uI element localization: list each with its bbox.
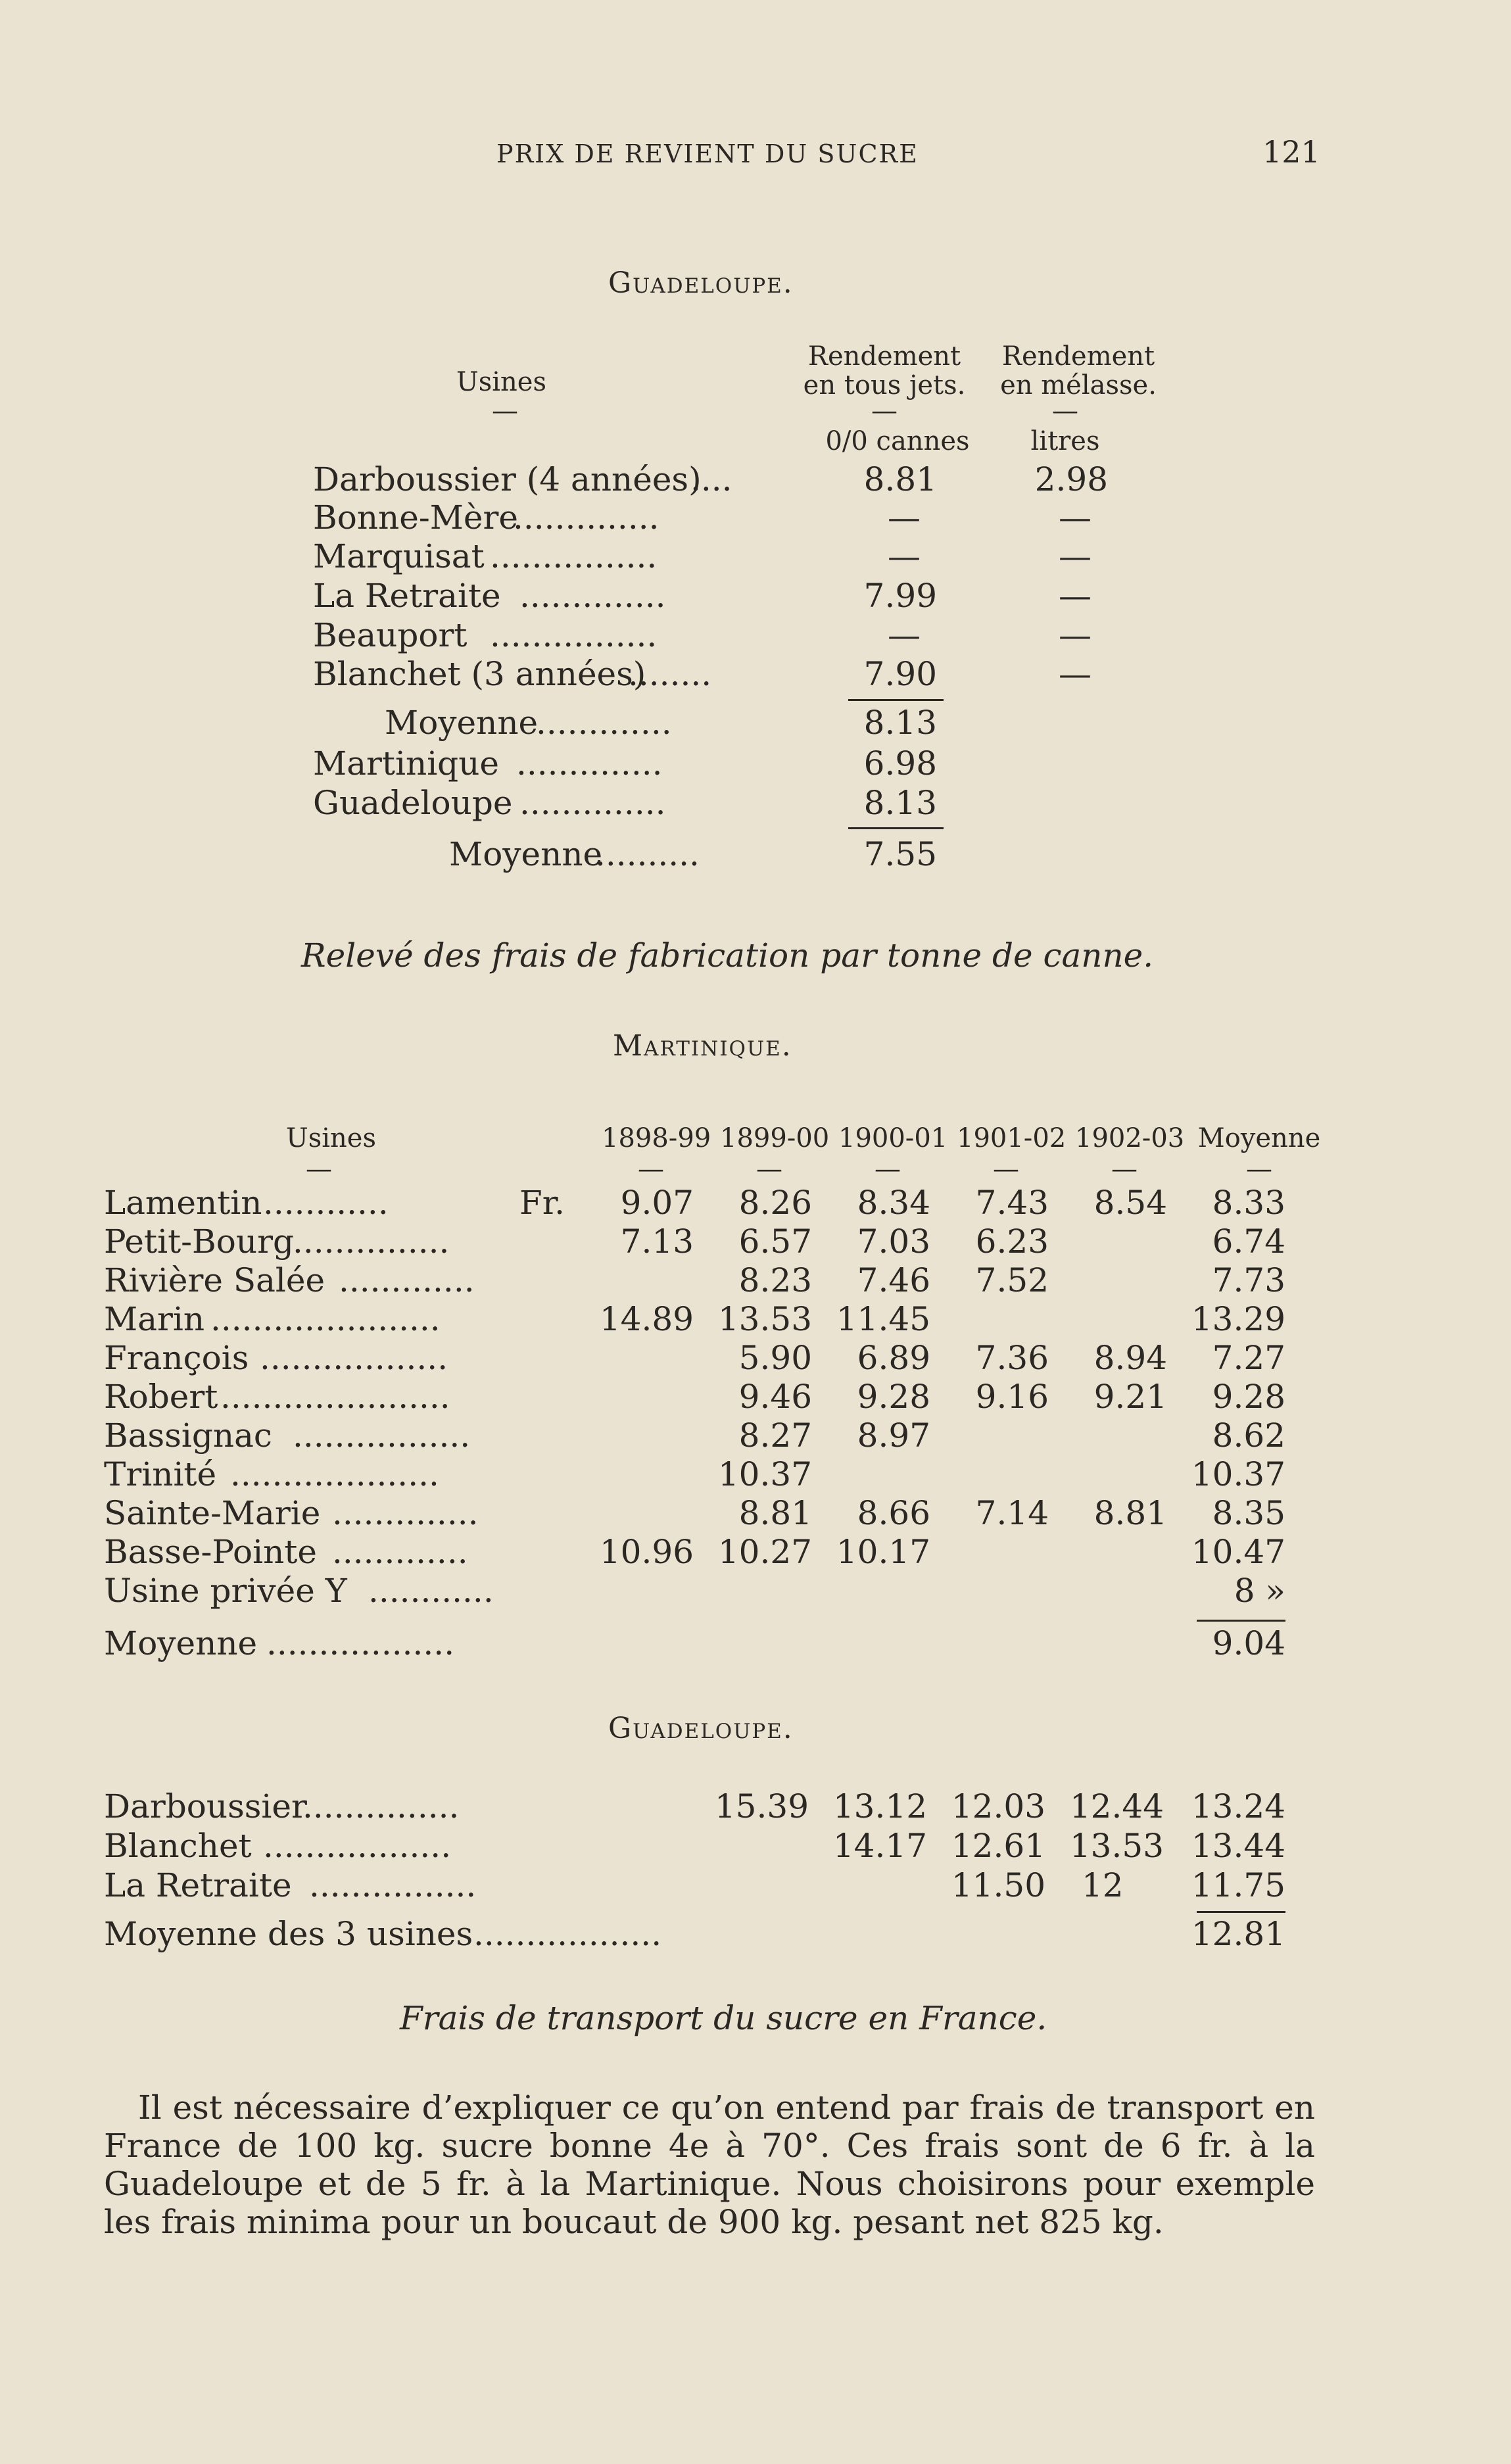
col-header-line: en tous jets. (803, 370, 966, 400)
leader-dots: .............. (519, 784, 666, 822)
cost-value: 8.54 (1093, 1184, 1167, 1222)
usine-name: La Retraite (104, 1866, 292, 1904)
cost-value: 11.45 (836, 1300, 930, 1338)
leader-dots: ...................... (220, 1378, 450, 1416)
cost-value: 7.14 (975, 1494, 1049, 1532)
usine-name: Lamentin (104, 1184, 262, 1222)
cost-value: 12.03 (951, 1787, 1045, 1825)
col-header-line: Rendement (1001, 341, 1155, 372)
cost-value: 8.66 (857, 1494, 930, 1532)
leader-dots: .... (690, 460, 732, 498)
leader-dots: ................ (490, 616, 658, 654)
cost-value: 10.37 (1191, 1455, 1285, 1493)
sum-rule (1197, 1620, 1285, 1622)
usine-name: Marquisat (313, 537, 485, 575)
cost-value: 8.23 (738, 1261, 812, 1299)
usine-name: La Retraite (313, 577, 501, 615)
col-header-line: en mélasse. (1000, 370, 1157, 400)
cost-value: 6.74 (1212, 1222, 1285, 1261)
cost-value: 15.39 (714, 1787, 809, 1825)
cost-value: 9.16 (975, 1378, 1049, 1416)
body-paragraph: Il est nécessaire d’expliquer ce qu’on entend par frais de transport en France de 100 kg. sucre bonne 4e à 70°. Ces frais sont de 6 fr. à la Guadeloupe et de 5 fr. à la Martinique. Nous choisirons pour exemple les frais minima pour un boucaut de 900 kg. pesant net 825 kg. (104, 2089, 1315, 2241)
guadeloupe-value: 8.13 (863, 784, 937, 822)
moyenne-value: 12.81 (1191, 1915, 1285, 1953)
unit-litres: litres (1030, 426, 1100, 456)
cost-value: 10.27 (717, 1533, 812, 1571)
leader-dots: ................ (490, 537, 658, 575)
usine-name: Robert (104, 1378, 218, 1416)
moyenne-value: 9.04 (1212, 1624, 1285, 1662)
col-header-usines: Usines (456, 367, 546, 397)
dash: — (492, 396, 518, 426)
cost-value: 10.47 (1191, 1533, 1285, 1571)
moyenne-value: 7.55 (863, 835, 937, 873)
usine-name: Beauport (313, 616, 468, 654)
leader-dots: ............. (536, 704, 672, 742)
cost-value: 13.12 (832, 1787, 927, 1825)
cost-value: 12 (1082, 1866, 1124, 1904)
cost-value: 7.46 (857, 1261, 930, 1299)
melasse-value: — (1059, 616, 1091, 654)
cost-value: 7.36 (975, 1339, 1049, 1377)
section-title-martinique: Martinique. (613, 1029, 792, 1063)
col-header-rendement-melasse (986, 342, 1170, 400)
usine-name: Petit-Bourg (104, 1222, 295, 1261)
usine-name: Basse-Pointe (104, 1533, 317, 1571)
cost-value: 12.44 (1069, 1787, 1164, 1825)
cost-value: 6.23 (975, 1222, 1049, 1261)
cost-value: 8.26 (738, 1184, 812, 1222)
sum-rule (848, 699, 944, 701)
dash: — (756, 1154, 782, 1184)
col-header-usines: Usines (286, 1123, 376, 1153)
leader-dots: ............ (368, 1572, 494, 1610)
cost-value: 11.50 (951, 1866, 1045, 1904)
cost-value: 9.21 (1093, 1378, 1167, 1416)
year-header: 1902-03 (1075, 1123, 1185, 1153)
melasse-value: — (1059, 655, 1091, 693)
leader-dots: ...................... (210, 1300, 441, 1338)
usine-name: Darboussier (4 années) (313, 460, 702, 498)
leader-dots: ............... (302, 1787, 460, 1825)
usine-name: Usine privée Y (104, 1572, 347, 1610)
year-header: 1899-00 (720, 1123, 830, 1153)
sum-rule (1197, 1911, 1285, 1913)
usine-name: Marin (104, 1300, 205, 1338)
usine-name: Bonne-Mère (313, 498, 519, 537)
cost-value: 9.28 (857, 1378, 930, 1416)
usine-name: François (104, 1339, 249, 1377)
leader-dots: .............. (513, 498, 660, 537)
cost-value: 9.28 (1212, 1378, 1285, 1416)
leader-dots: .................... (230, 1455, 439, 1493)
dash: — (306, 1154, 332, 1184)
cost-value: 5.90 (738, 1339, 812, 1377)
moyenne-label: Moyenne (104, 1624, 258, 1662)
cost-value: 8.94 (1093, 1339, 1167, 1377)
leader-dots: .............. (519, 577, 666, 615)
cost-value: 8.97 (857, 1416, 930, 1455)
section-title-guadeloupe-yield: Guadeloupe. (608, 266, 794, 300)
usine-name: Rivière Salée (104, 1261, 325, 1299)
usine-name: Bassignac (104, 1416, 272, 1455)
cost-value: 8.81 (738, 1494, 812, 1532)
year-header: 1901-02 (957, 1123, 1067, 1153)
cost-value: 13.44 (1191, 1827, 1285, 1865)
section-title-guadeloupe-costs: Guadeloupe. (608, 1712, 794, 1745)
leader-dots: .................. (263, 1827, 452, 1865)
cost-value: 11.75 (1191, 1866, 1285, 1904)
cost-value: 8.33 (1212, 1184, 1285, 1222)
transport-title: Frais de transport du sucre en France. (400, 1999, 1047, 2037)
cost-value: 7.03 (857, 1222, 930, 1261)
cost-value: 8 » (1234, 1572, 1285, 1610)
leader-dots: ................ (309, 1866, 477, 1904)
unit-cannes: 0/0 cannes (825, 426, 970, 456)
leader-dots: ........ (628, 655, 712, 693)
cost-value: 8.34 (857, 1184, 930, 1222)
cost-value: 6.57 (738, 1222, 812, 1261)
year-header: 1900-01 (838, 1123, 948, 1153)
cost-value: 7.73 (1212, 1261, 1285, 1299)
leader-dots: .................. (260, 1339, 448, 1377)
year-header: Moyenne (1197, 1123, 1321, 1153)
cost-value: 13.53 (1069, 1827, 1164, 1865)
cost-value: 14.17 (832, 1827, 927, 1865)
rendement-value: 7.99 (863, 577, 937, 615)
cost-value: 8.27 (738, 1416, 812, 1455)
rendement-value: — (888, 498, 921, 537)
cost-value: 13.53 (717, 1300, 812, 1338)
releve-title: Relevé des frais de fabrication par tonne de canne. (301, 936, 1154, 975)
martinique-value: 6.98 (863, 744, 937, 783)
cost-value: 10.37 (717, 1455, 812, 1493)
leader-dots: .................. (266, 1624, 455, 1662)
dash: — (1246, 1154, 1272, 1184)
leader-dots: ............. (339, 1261, 475, 1299)
melasse-value: 2.98 (1034, 460, 1108, 498)
leader-dots: .......... (595, 835, 700, 873)
cost-value: 12.61 (951, 1827, 1045, 1865)
cost-value: 7.13 (620, 1222, 694, 1261)
cost-value: 13.24 (1191, 1787, 1285, 1825)
dash: — (875, 1154, 901, 1184)
moyenne-label: Moyenne (385, 704, 539, 742)
melasse-value: — (1059, 577, 1091, 615)
leader-dots: .............. (516, 744, 663, 783)
moyenne-value: 8.13 (863, 704, 937, 742)
leader-dots: .............. (332, 1494, 479, 1532)
leader-dots: ............. (332, 1533, 468, 1571)
dash: — (1052, 396, 1078, 426)
rendement-value: — (888, 616, 921, 654)
cost-value: 7.27 (1212, 1339, 1285, 1377)
cost-value: 7.43 (975, 1184, 1049, 1222)
rendement-value: 7.90 (863, 655, 937, 693)
dash: — (993, 1154, 1019, 1184)
year-header: 1898-99 (602, 1123, 711, 1153)
dash: — (638, 1154, 664, 1184)
cost-value: 10.17 (836, 1533, 930, 1571)
dash: — (871, 396, 898, 426)
melasse-value: — (1059, 498, 1091, 537)
cost-value: 14.89 (599, 1300, 694, 1338)
running-title: PRIX DE REVIENT DU SUCRE (496, 139, 919, 168)
currency-label: Fr. (519, 1184, 565, 1222)
cost-value: 9.46 (738, 1378, 812, 1416)
moyenne-label: Moyenne (449, 835, 603, 873)
cost-value: 8.35 (1212, 1494, 1285, 1532)
page-number: 121 (1262, 134, 1320, 170)
usine-name: Darboussier (104, 1787, 307, 1825)
leader-dots: ................. (293, 1416, 471, 1455)
col-header-line: Rendement (807, 341, 961, 372)
cost-value: 10.96 (599, 1533, 694, 1571)
guadeloupe-label: Guadeloupe (313, 784, 513, 822)
col-header-rendement-tous-jets (799, 342, 970, 400)
cost-value: 7.52 (975, 1261, 1049, 1299)
usine-name: Blanchet (104, 1827, 252, 1865)
martinique-label: Martinique (313, 744, 499, 783)
cost-value: 6.89 (857, 1339, 930, 1377)
melasse-value: — (1059, 537, 1091, 575)
leader-dots: ............ (263, 1184, 389, 1222)
usine-name: Trinité (104, 1455, 217, 1493)
moyenne-label: Moyenne des 3 usines (104, 1915, 473, 1953)
usine-name: Blanchet (3 années) (313, 655, 646, 693)
usine-name: Sainte-Marie (104, 1494, 321, 1532)
dash: — (1111, 1154, 1138, 1184)
rendement-value: — (888, 537, 921, 575)
leader-dots: .................. (473, 1915, 662, 1953)
cost-value: 13.29 (1191, 1300, 1285, 1338)
cost-value: 8.81 (1093, 1494, 1167, 1532)
cost-value: 9.07 (620, 1184, 694, 1222)
leader-dots: ............... (293, 1222, 450, 1261)
cost-value: 8.62 (1212, 1416, 1285, 1455)
sum-rule (848, 827, 944, 829)
rendement-value: 8.81 (863, 460, 937, 498)
